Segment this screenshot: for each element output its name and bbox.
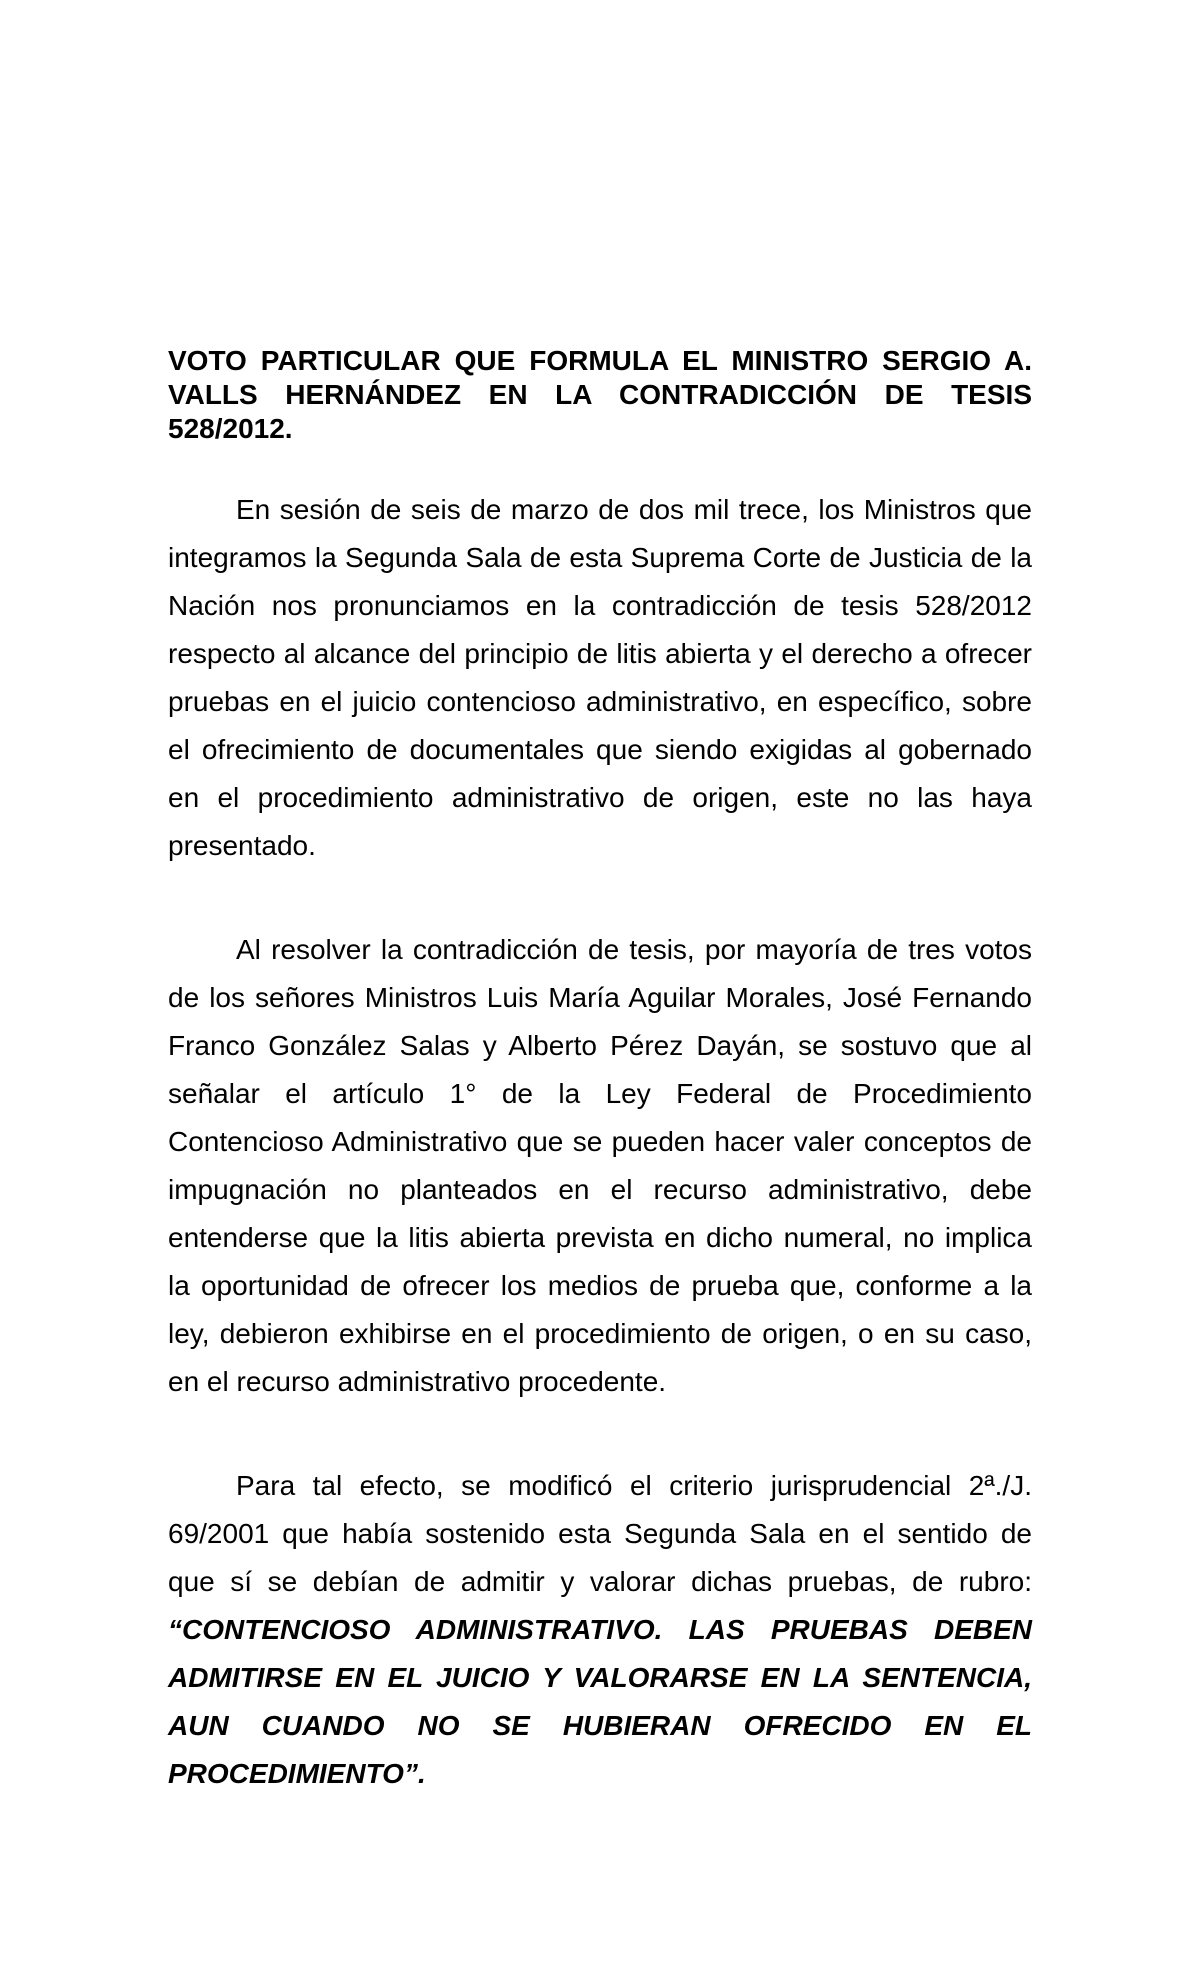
- paragraph-2: Al resolver la contradicción de tesis, por mayoría de tres votos de los señores Ministros Luis María Aguilar Morales, José Fernando Franco González Salas y Alberto Pérez Dayán, se sostuvo que al señalar el artículo 1° de la Ley Federal de Procedimiento Contencioso Administrativo que se pueden hacer valer conceptos de impugnación no planteados en el recurso administrativo, debe entenderse que la litis abierta prevista en dicho numeral, no implica la oportunidad de ofrecer los medios de prueba que, conforme a la ley, debieron exhibirse en el procedimiento de origen, o en su caso, en el recurso administrativo procedente.: [168, 934, 1032, 1397]
- document-page: [168, 344, 1032, 1854]
- paragraph-1: En sesión de seis de marzo de dos mil trece, los Ministros que integramos la Segunda Sala de esta Suprema Corte de Justicia de la Nación nos pronunciamos en la contradicción de tesis 528/2012 respecto al alcance del principio de litis abierta y el derecho a ofrecer pruebas en el juicio contencioso administrativo, en específico, sobre el ofrecimiento de documentales que siendo exigidas al gobernado en el procedimiento administrativo de origen, este no las haya presentado.: [168, 494, 1032, 861]
- thesis-rubro: “CONTENCIOSO ADMINISTRATIVO. LAS PRUEBAS DEBEN ADMITIRSE EN EL JUICIO Y VALORARSE EN LA SENTENCIA, AUN CUANDO NO SE HUBIERAN OFRECIDO EN EL PROCEDIMIENTO”.: [168, 1614, 1032, 1789]
- paragraph-3-text: Para tal efecto, se modificó el criterio jurisprudencial 2ª./J. 69/2001 que había sostenido esta Segunda Sala en el sentido de que sí se debían de admitir y valorar dichas pruebas, de rubro:: [168, 1470, 1032, 1597]
- heading-line-1: VOTO PARTICULAR QUE FORMULA EL MINISTRO SERGIO A.: [168, 345, 1032, 376]
- paragraph-3: [168, 1462, 1032, 1798]
- document-heading: [168, 344, 1032, 446]
- heading-line-2: VALLS HERNÁNDEZ EN LA CONTRADICCIÓN DE TESIS 528/2012.: [168, 379, 1032, 444]
